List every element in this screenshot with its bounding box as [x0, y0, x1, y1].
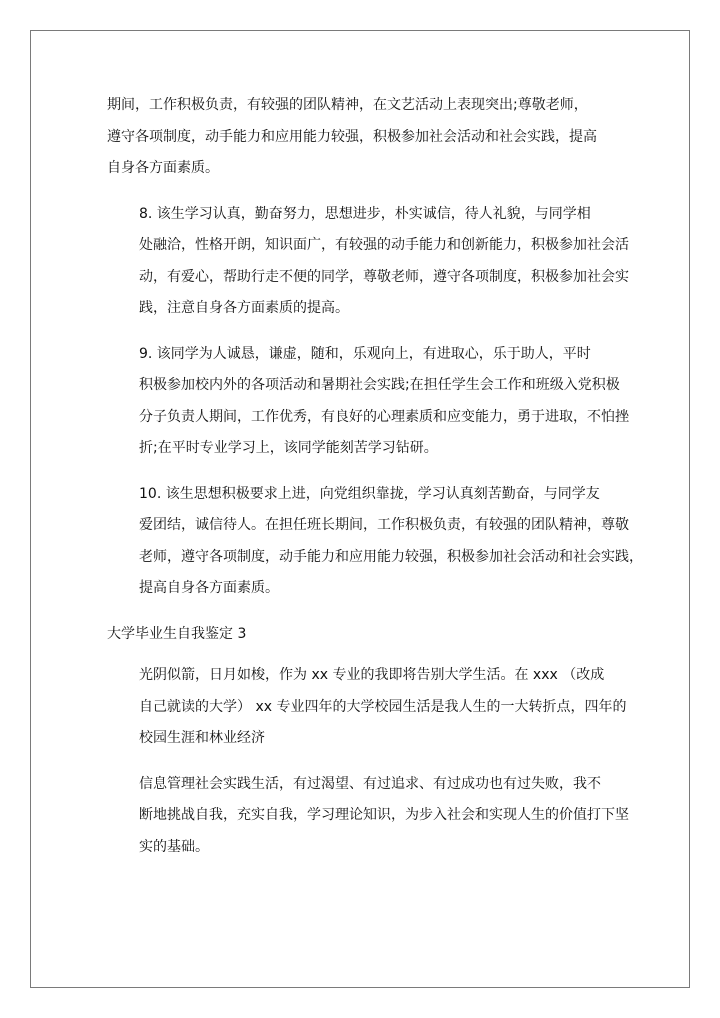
text-line: 期间，工作积极负责，有较强的团队精神，在文艺活动上表现突出;尊敬老师， — [107, 97, 588, 113]
text-line: 处融洽，性格开朗，知识面广，有较强的动手能力和创新能力，积极参加社会活 — [139, 237, 629, 253]
paragraph-item-9 — [107, 339, 629, 465]
text-line: 10. 该生思想积极要求上进，向党组织靠拢，学习认真刻苦勤奋，与同学友 — [139, 485, 600, 502]
paragraph-intro — [107, 660, 627, 755]
text-line: 践，注意自身各方面素质的提高。 — [139, 300, 349, 316]
text-line: 断地挑战自我，充实自我，学习理论知识，为步入社会和实现人生的价值打下坚 — [139, 807, 629, 823]
text-line: 信息管理社会实践生活，有过渴望、有过追求、有过成功也有过失败，我不 — [139, 775, 601, 792]
text-line: 自己就读的大学） xx 专业四年的大学校园生活是我人生的一大转折点，四年的 — [139, 698, 627, 715]
paragraph-item-10 — [107, 479, 643, 605]
text-line: 光阴似箭，日月如梭，作为 xx 专业的我即将告别大学生活。在 xxx （改成 — [139, 667, 605, 683]
text-line: 老师，遵守各项制度，动手能力和应用能力较强，积极参加社会活动和社会实践， — [139, 548, 643, 565]
paragraph-continuation — [107, 90, 614, 185]
text-line: 校园生涯和林业经济 — [139, 730, 265, 746]
text-line: 实的基础。 — [139, 838, 209, 855]
section-heading: 大学毕业生自我鉴定 3 — [107, 625, 247, 642]
text-line: 8. 该生学习认真，勤奋努力，思想进步，朴实诚信，待人礼貌，与同学相 — [139, 205, 591, 222]
text-line: 分子负责人期间，工作优秀，有良好的心理素质和应变能力，勇于进取，不怕挫 — [139, 408, 629, 425]
document-body — [107, 90, 643, 877]
paragraph-practice — [107, 769, 629, 864]
text-line: 动，有爱心，帮助行走不便的同学，尊敬老师，遵守各项制度，积极参加社会实 — [139, 268, 629, 285]
text-line: 9. 该同学为人诚恳，谦虚，随和，乐观向上，有进取心，乐于助人，平时 — [139, 345, 591, 362]
text-line: 积极参加校内外的各项活动和暑期社会实践;在担任学生会工作和班级入党积极 — [139, 377, 620, 393]
text-line: 遵守各项制度，动手能力和应用能力较强，积极参加社会活动和社会实践，提高 — [107, 128, 597, 145]
text-line: 自身各方面素质。 — [107, 160, 219, 176]
text-line: 爱团结，诚信待人。在担任班长期间，工作积极负责，有较强的团队精神，尊敬 — [139, 517, 629, 533]
text-line: 折;在平时专业学习上，该同学能刻苦学习钻研。 — [139, 440, 438, 456]
paragraph-item-8 — [107, 199, 629, 325]
text-line: 提高自身各方面素质。 — [139, 580, 279, 596]
